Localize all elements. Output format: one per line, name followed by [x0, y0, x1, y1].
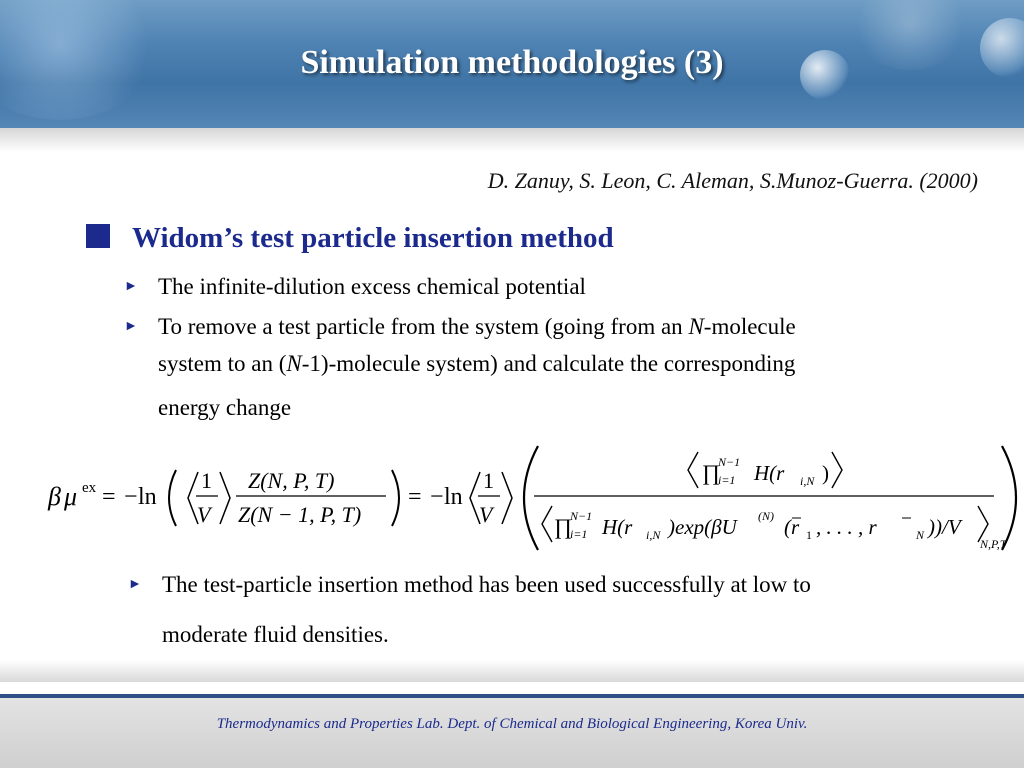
formula-H: H(r: [602, 515, 633, 539]
slide-title: Simulation methodologies (3): [300, 44, 724, 81]
citation: D. Zanuy, S. Leon, C. Aleman, S.Munoz-Guerra. (2000): [487, 168, 978, 193]
formula-den-tail: ))/V: [928, 515, 961, 539]
formula-minus: −: [430, 484, 444, 510]
bullet-text-continuation: moderate fluid densities.: [162, 622, 389, 647]
slide-footer: [0, 698, 1024, 768]
formula-product: ∏: [702, 460, 721, 485]
footer-text: Thermodynamics and Properties Lab. Dept. of Chemical and Biological Engineering, Korea Univ.: [216, 716, 808, 732]
bullet-text-continuation: energy change: [158, 395, 292, 420]
bullet-text: The test-particle insertion method has been used successfully at low to: [162, 572, 811, 597]
formula-angle-right: [502, 472, 512, 524]
formula-product-lower: i=1: [570, 527, 588, 541]
bullet-text: To remove a test particle from the system (going from an N-molecule: [158, 314, 796, 339]
formula-subscript-N: N: [916, 528, 925, 542]
formula-subscript-iN: i,N: [646, 528, 661, 542]
triangle-bullet-icon: ►: [124, 319, 138, 334]
slide-header: [0, 0, 1024, 128]
formula-big-paren-left: [524, 446, 538, 550]
formula-paren-right: [392, 470, 399, 526]
formula-Z-denominator: Z(N − 1, P, T): [238, 502, 362, 527]
formula-product: ∏: [554, 514, 573, 539]
formula-subscript-1: 1: [806, 528, 812, 542]
formula-exp-term: )exp(βU: [668, 515, 737, 539]
formula-angle-left: [688, 452, 698, 488]
formula-angle-left: [542, 506, 552, 542]
formula-V: V: [197, 502, 211, 527]
formula-ex: ex: [82, 480, 97, 496]
formula-V: V: [479, 502, 493, 527]
formula-angle-right: [832, 452, 842, 488]
formula-paren-left: [169, 470, 176, 526]
formula-Z-numerator: Z(N, P, T): [248, 468, 335, 493]
formula-equals: =: [408, 484, 422, 510]
formula-product-lower: i=1: [718, 473, 736, 487]
formula-subscript-iN: i,N: [800, 474, 815, 488]
formula-ensemble-subscript: N,P,T: [980, 537, 1007, 551]
header-shadow-band: [0, 128, 1024, 152]
formula-one: 1: [483, 468, 494, 493]
formula-ln: ln: [444, 484, 463, 510]
square-bullet-icon: [86, 224, 110, 248]
formula-ln: ln: [138, 484, 157, 510]
formula-big-paren-right: [1002, 446, 1016, 550]
formula-r-args: (r: [784, 515, 800, 539]
formula-close-paren: ): [822, 461, 829, 485]
formula-H: H(r: [754, 461, 785, 485]
formula-mu: μ: [64, 482, 78, 511]
triangle-bullet-icon: ►: [128, 577, 142, 592]
formula-superscript-N: (N): [758, 509, 774, 523]
footer-shadow-band: [0, 660, 1024, 682]
widom-formula: [40, 440, 1020, 558]
bullet-text-continuation: system to an (N-1)-molecule system) and calculate the corresponding: [158, 351, 796, 376]
section-heading: Widom’s test particle insertion method: [132, 222, 614, 254]
formula-product-upper: N−1: [718, 455, 741, 469]
triangle-bullet-icon: ►: [124, 279, 138, 294]
formula-beta: β: [48, 482, 61, 511]
formula-product-upper: N−1: [570, 509, 593, 523]
formula-dots: , . . . , r: [816, 515, 877, 539]
formula-minus: −: [124, 484, 138, 510]
formula-one: 1: [201, 468, 212, 493]
bullet-text: The infinite-dilution excess chemical potential: [158, 274, 586, 299]
formula-equals: =: [102, 484, 116, 510]
formula-angle-right: [220, 472, 230, 524]
